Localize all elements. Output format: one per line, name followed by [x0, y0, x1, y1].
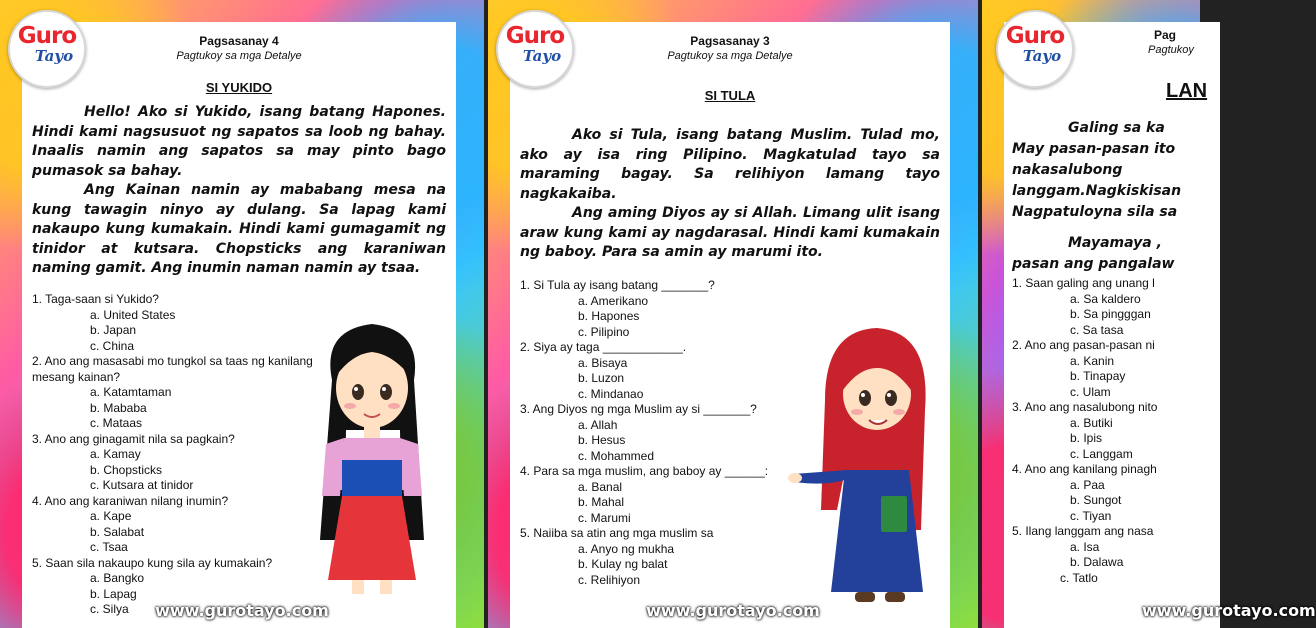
choice: a. Paa — [1070, 477, 1105, 492]
choice: a. Bangko — [90, 571, 145, 585]
story-title: LAN — [1166, 80, 1208, 102]
guro-tayo-logo — [8, 10, 86, 88]
story-paragraph: Hello! Ako si Yukido, isang batang Hapones. Hindi kami nagsusuot ng sapatos sa loob ng bahay. Inaalis namin ang sapatos sa may pinto bago pumasok sa bahay. — [32, 104, 446, 179]
choice: a. Banal — [578, 479, 623, 494]
question: 3. Ano ang ginagamit nila sa pagkain? — [32, 431, 235, 446]
website-url: www.gurotayo.com — [1142, 601, 1316, 620]
choice: b. Lapag — [90, 586, 137, 601]
choice: b. Hesus — [578, 433, 626, 447]
logo-text-bottom: Tayo — [34, 47, 74, 65]
choice: b. Ipis — [1070, 431, 1103, 445]
choice: c. Ulam — [1070, 384, 1111, 399]
story-line: Nagpatuloyna sila sa — [1012, 204, 1178, 220]
question: 4. Para sa mga muslim, ang baboy ay ______: — [520, 464, 769, 478]
story-line: Mayamaya , — [1068, 235, 1162, 251]
choice: b. Kulay ng balat — [578, 557, 668, 571]
story-text — [520, 126, 940, 263]
choice: a. Isa — [1070, 539, 1100, 554]
choice: a. Butiki — [1070, 415, 1113, 430]
choice: a. Allah — [578, 417, 618, 432]
worksheet-4 — [0, 0, 484, 628]
choice: a. Kape — [90, 509, 132, 523]
choice: b. Dalawa — [1070, 555, 1124, 569]
choice: c. Tiyan — [1070, 508, 1112, 523]
story-line: May pasan-pasan ito — [1012, 141, 1176, 157]
choice: a. Amerikano — [578, 293, 649, 308]
story-text — [32, 103, 446, 279]
choice: c. Kutsara at tinidor — [90, 478, 194, 492]
question-list — [1012, 276, 1157, 586]
choice: a. United States — [90, 307, 176, 322]
question: 1. Taga-saan si Yukido? — [32, 292, 159, 306]
choice: a. Bisaya — [578, 355, 628, 370]
choice: b. Mahal — [578, 495, 625, 509]
choice: b. Japan — [90, 323, 137, 337]
question: 2. Ano ang pasan-pasan ni — [1012, 338, 1155, 352]
choice: b. Sa pingggan — [1070, 307, 1151, 321]
choice: b. Chopsticks — [90, 462, 163, 477]
story-line: Galing sa ka — [1068, 120, 1165, 136]
logo-text-top: Guro — [505, 23, 565, 49]
worksheet-number: Pag — [1154, 28, 1177, 42]
worksheet-partial — [982, 0, 1316, 628]
question: 2. Siya ay taga ____________. — [520, 340, 687, 354]
worksheet-header — [510, 34, 950, 63]
choice: c. Mataas — [90, 416, 143, 430]
logo-text-top: Guro — [17, 23, 77, 49]
logo-text-bottom: Tayo — [522, 47, 562, 65]
story-line: langgam.Nagkiskisan — [1012, 183, 1182, 199]
worksheet-paper — [510, 22, 950, 628]
question: 5. Naiiba sa atin ang mga muslim sa — [520, 526, 714, 540]
choice: c. Mohammed — [578, 448, 655, 463]
choice: b. Hapones — [578, 309, 640, 323]
question: 3. Ano ang nasalubong nito — [1012, 400, 1158, 414]
worksheet-header — [1148, 28, 1194, 57]
question: 1. Saan galing ang unang l — [1012, 276, 1155, 290]
girl-illustration — [302, 310, 442, 610]
choice: c. Marumi — [578, 510, 631, 525]
choice: a. Sa kaldero — [1070, 291, 1141, 306]
choice: c. Tatlo — [1060, 570, 1098, 585]
question: 5. Ilang langgam ang nasa — [1012, 524, 1154, 538]
worksheet-subtitle: Pagtukoy — [1148, 44, 1194, 56]
choice: a. Anyo ng mukha — [578, 541, 675, 556]
question: 4. Ano ang kanilang pinagh — [1012, 462, 1157, 476]
worksheet-subtitle: Pagtukoy sa mga Detalye — [667, 50, 793, 62]
worksheet-paper — [22, 22, 456, 628]
question: 5. Saan sila nakaupo kung sila ay kumakain? — [32, 555, 273, 570]
story-title: SI YUKIDO — [205, 80, 273, 95]
choice: b. Sungot — [1070, 493, 1122, 507]
choice: c. Tsaa — [90, 540, 128, 554]
logo-text-top: Guro — [1005, 23, 1065, 49]
worksheet-3 — [488, 0, 978, 628]
website-url: www.gurotayo.com — [155, 601, 329, 620]
choice: c. Sa tasa — [1070, 322, 1124, 337]
choice: c. Mindanao — [578, 386, 644, 401]
choice: c. Silya — [90, 602, 129, 616]
story-paragraph: Ang aming Diyos ay si Allah. Limang ulit isang araw kung kami ay nagdarasal. Hindi kami kumakain ng baboy. Para sa amin ay marumi ito. — [520, 205, 940, 260]
choice: b. Luzon — [578, 371, 625, 385]
question: 1. Si Tula ay isang batang _______? — [520, 278, 715, 292]
choice: c. Relihiyon — [578, 572, 641, 587]
story-text — [1012, 118, 1181, 275]
story-paragraph: Ang Kainan namin ay mababang mesa na kung tawagin ninyo ay dulang. Sa lapag kami nakaupo kung kumakain. Hindi kami gumagamit ng tinidor at kutsara. Chopsticks ang karaniwan naming gamit. Ang inumin naman namin ay tsaa. — [32, 182, 446, 276]
choice: b. Tinapay — [1070, 369, 1126, 383]
story-paragraph: Ako si Tula, isang batang Muslim. Tulad mo, ako ay isa ring Pilipino. Magkatulad tayo sa maraming bagay. Sa relihiyon lamang tayo nagkakaiba. — [520, 127, 940, 202]
story-line: pasan ang pangalaw — [1012, 256, 1175, 272]
website-url: www.gurotayo.com — [646, 601, 820, 620]
story-title: SI TULA — [704, 88, 756, 103]
worksheet-number: Pagsasanay 3 — [690, 34, 770, 48]
choice: a. Katamtaman — [90, 385, 172, 399]
choice: b. Salabat — [90, 524, 145, 539]
question: 3. Ang Diyos ng mga Muslim ay si _______? — [520, 402, 757, 416]
choice: b. Mababa — [90, 400, 147, 415]
guro-tayo-logo — [496, 10, 574, 88]
guro-tayo-logo — [996, 10, 1074, 88]
choice: c. Pilipino — [578, 324, 630, 339]
worksheet-header — [22, 34, 456, 63]
muslim-girl-illustration — [785, 310, 945, 610]
choice: c. Langgam — [1070, 446, 1133, 461]
worksheet-paper — [1004, 22, 1220, 628]
question: 4. Ano ang karaniwan nilang inumin? — [32, 493, 229, 508]
choice: c. China — [90, 338, 135, 353]
worksheet-number: Pagsasanay 4 — [199, 34, 279, 48]
story-line: nakasalubong — [1012, 162, 1123, 178]
logo-text-bottom: Tayo — [1022, 47, 1062, 65]
choice: a. Kanin — [1070, 353, 1115, 368]
question: 2. Ano ang masasabi mo tungkol sa taas ng kanilang mesang kainan? — [32, 354, 313, 384]
choice: a. Kamay — [90, 447, 141, 461]
worksheet-subtitle: Pagtukoy sa mga Detalye — [176, 50, 302, 62]
